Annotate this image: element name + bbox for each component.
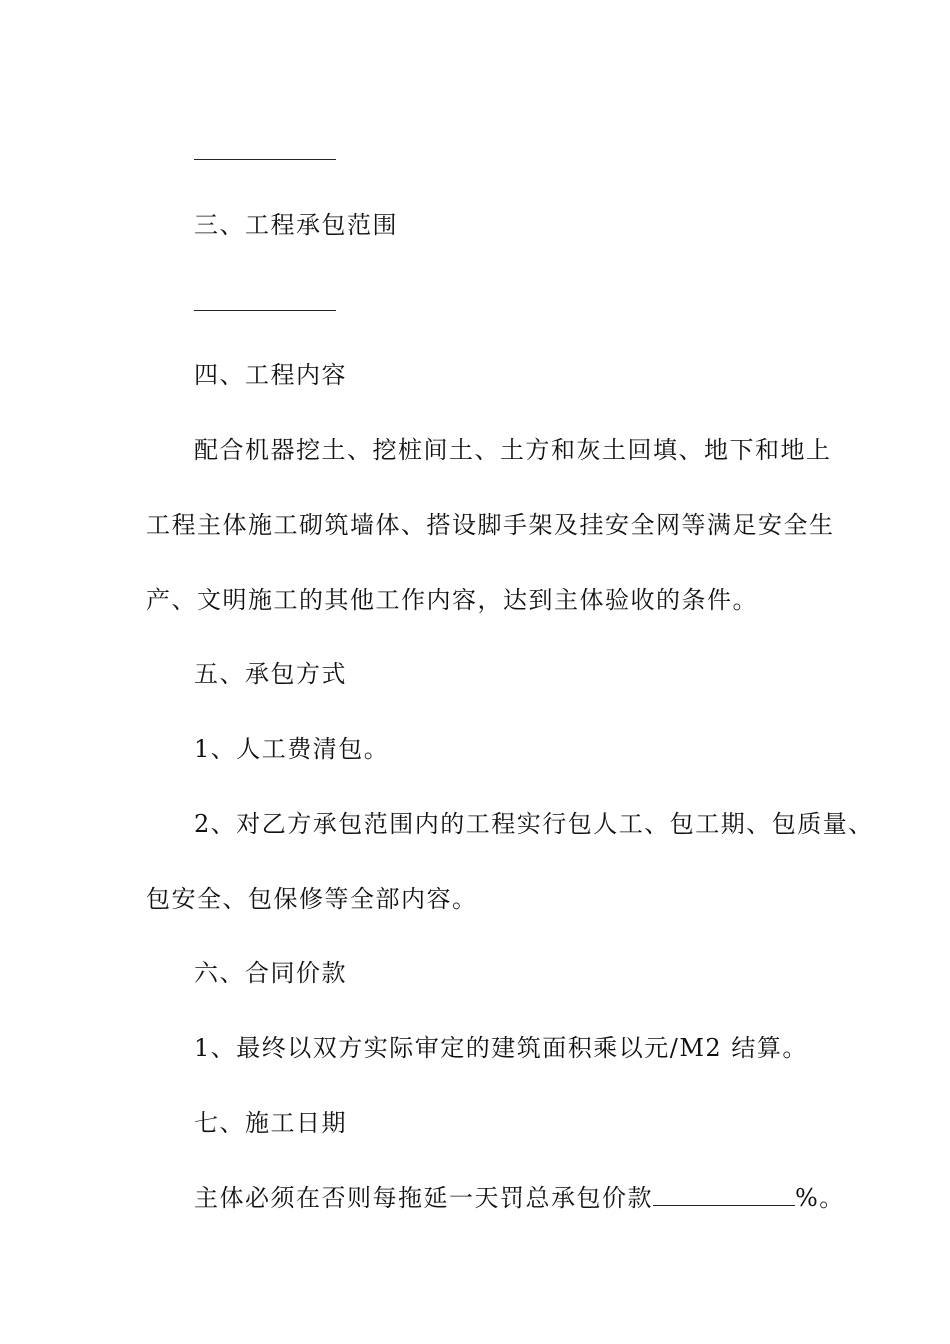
section-heading-schedule: 七、施工日期	[194, 1109, 347, 1137]
section-heading-method: 五、承包方式	[194, 660, 347, 688]
section-heading-price: 六、合同价款	[194, 959, 347, 987]
section-heading-scope: 三、工程承包范围	[194, 211, 398, 239]
blank-rule-top	[194, 159, 336, 160]
paragraph-line: 2、对乙方承包范围内的工程实行包人工、包工期、包质量、	[194, 810, 874, 838]
blank-rule-scope	[194, 310, 336, 311]
blank-field	[653, 1183, 795, 1206]
paragraph-line: 配合机器挖土、挖桩间土、土方和灰土回填、地下和地上	[194, 436, 832, 464]
paragraph-line: 1、最终以双方实际审定的建筑面积乘以元/M2 结算。	[194, 1034, 808, 1062]
section-heading-content: 四、工程内容	[194, 361, 347, 389]
paragraph-line: 1、人工费清包。	[194, 735, 390, 763]
paragraph-line-with-blank	[194, 1180, 845, 1216]
paragraph-line: 产、文明施工的其他工作内容，达到主体验收的条件。	[146, 586, 758, 614]
penalty-text-after: %。	[795, 1184, 845, 1212]
penalty-text-before: 主体必须在否则每拖延一天罚总承包价款	[194, 1184, 653, 1212]
paragraph-line: 工程主体施工砌筑墙体、搭设脚手架及挂安全网等满足安全生	[146, 511, 835, 539]
paragraph-line: 包安全、包保修等全部内容。	[146, 885, 478, 913]
